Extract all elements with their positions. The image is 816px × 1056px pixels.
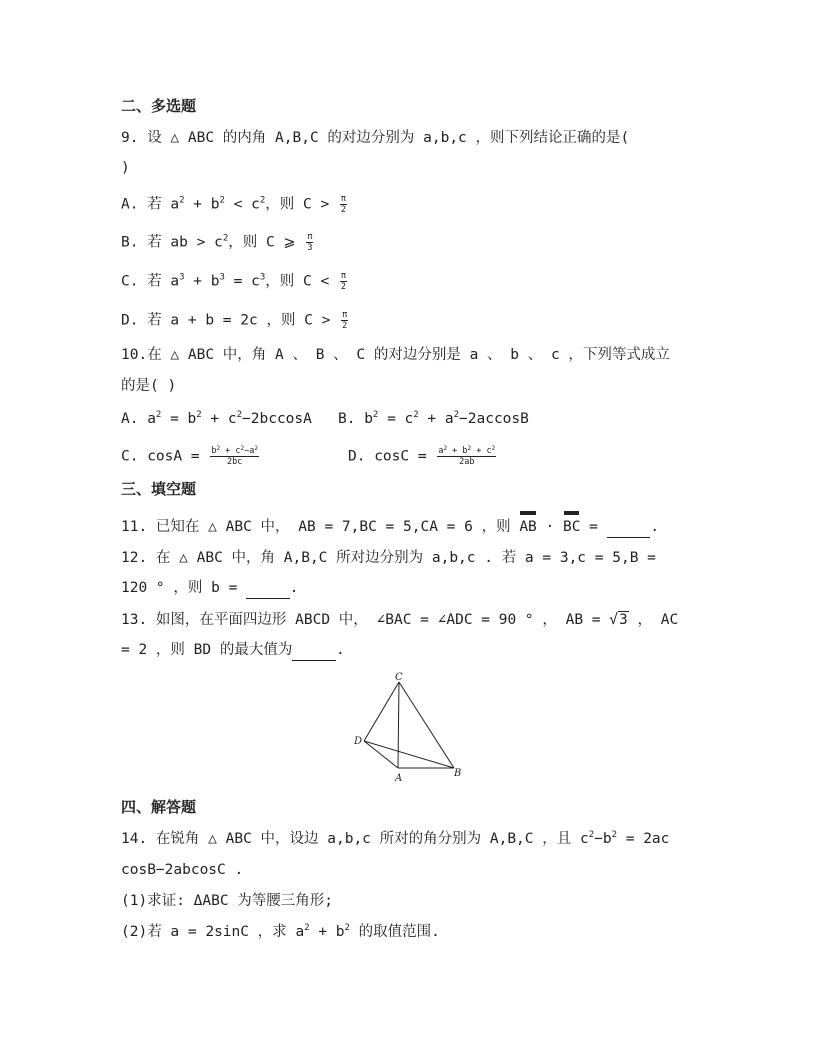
q13-line-2: = 2 ，则 BD 的最大值为 . <box>121 640 345 661</box>
q14-part-1: (1)求证: ΔABC 为等腰三角形; <box>121 893 334 909</box>
label-a: A <box>395 773 403 784</box>
q14-line-1: 14. 在锐角 △ ABC 中，设边 a,b,c 所对的角分别为 A,B,C ，且 $c^2-b^2 = 2ac$ <box>121 830 670 847</box>
edge-da <box>364 741 398 768</box>
q10-option-a: A. $a^2 = b^2 + c^2-2bccosA$ <box>121 410 312 427</box>
quadrilateral-figure <box>350 672 470 790</box>
q10-stem-line-1: 10.在 △ ABC 中，角 A 、 B 、 C 的对边分别是 a 、 b 、 c ，下列等式成立 <box>121 347 670 363</box>
q12-line-1: 12. 在 △ ABC 中，角 A,B,C 所对边分别为 a,b,c . 若 a = 3,c = 5,B = <box>121 550 656 566</box>
edge-dc <box>364 682 399 741</box>
section-2-heading: 二、多选题 <box>121 97 197 115</box>
answer-blank <box>607 517 651 538</box>
label-b: B <box>454 768 462 779</box>
q9-stem-line-2: ) <box>121 160 130 176</box>
q10-stem-line-2: 的是( ) <box>121 378 177 394</box>
q10-option-d: D. cosC = $\frac{a^2 + b^2 + c^2}{2ab}$ <box>348 445 496 467</box>
section-4-heading: 四、解答题 <box>121 798 197 816</box>
vector-bc: BC <box>562 519 581 535</box>
q10-option-b: B. $b^2 = c^2 + a^2-2accosB$ <box>338 410 529 427</box>
answer-blank <box>246 578 290 599</box>
q14-part-2: (2)若 a = 2sinC ，求 $a^2 + b^2$ 的取值范围. <box>121 923 440 940</box>
q9-option-c: C. 若 $a^3 + b^3 = c^3$，则 C < $\frac{\pi}{2}$ <box>121 271 347 292</box>
edge-ca <box>398 682 399 768</box>
edge-db <box>364 741 454 768</box>
answer-blank <box>292 640 336 661</box>
q9-option-b: B. 若 ab > $c^2$，则 C ⩾ $\frac{\pi}{3}$ <box>121 232 313 253</box>
q9-option-d: D. 若 a + b = 2c ，则 C > $\frac{\pi}{2}$ <box>121 310 348 331</box>
q10-option-c: C. cosA = $\frac{b^2 + c^2-a^2}{2bc}$ <box>121 445 259 467</box>
q13-line-1: 13. 如图，在平面四边形 ABCD 中， ∠BAC = ∠ADC = 90 ° ， AB = √3 ， AC <box>121 612 679 628</box>
label-c: C <box>395 672 403 683</box>
section-3-heading: 三、填空题 <box>121 480 197 498</box>
sqrt-3: √3 <box>609 612 628 628</box>
q12-line-2: 120 ° ，则 b = . <box>121 578 298 599</box>
q9-stem-line-1: 9. 设 △ ABC 的内角 A,B,C 的对边分别为 a,b,c ，则下列结论正确的是( <box>121 130 630 146</box>
edge-cb <box>399 682 454 768</box>
vector-ab: AB <box>519 519 537 535</box>
q11: 11. 已知在 △ ABC 中， AB = 7,BC = 5,CA = 6 ，则 AB · BC = . <box>121 517 659 538</box>
q9-option-a: A. 若 $a^2 + b^2 < c^2$，则 C > $\frac{\pi}{2}$ <box>121 194 347 215</box>
q14-line-2: cosB−2abcosC . <box>121 862 244 878</box>
label-d: D <box>354 736 363 747</box>
